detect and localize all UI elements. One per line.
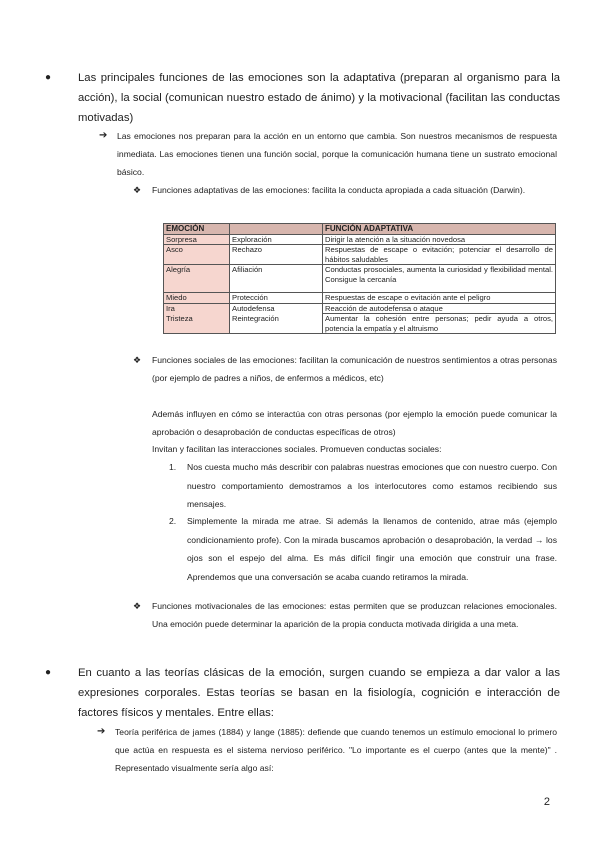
diamond-icon: ❖ xyxy=(133,185,142,195)
function-cell: Autodefensa xyxy=(230,303,323,314)
function-cell: Reintegración xyxy=(230,314,323,334)
diamond-icon: ❖ xyxy=(133,601,142,611)
theories-intro-text: En cuanto a las teorías clásicas de la emoción, surgen cuando se empieza a dar valor a las expresiones corporales. Estas teorías se basan en la fisiología, cognición e interacción de factores físicos y mentales. Entre ellas: xyxy=(78,667,560,719)
diamond-item-adaptive xyxy=(133,181,557,199)
social-text: Funciones sociales de las emociones: facilitan la comunicación de nuestros sentimientos a otras personas (por ejemplo de padres a niños, de enfermos a médicos, etc) xyxy=(152,355,557,383)
diamond-item-social xyxy=(133,351,557,387)
table-row xyxy=(164,234,556,245)
diamond-item-motivational xyxy=(133,597,557,633)
header-function: FUNCIÓN ADAPTATIVA xyxy=(323,224,556,235)
table-row xyxy=(164,303,556,314)
table-row xyxy=(164,314,556,334)
bullet-classical-theories xyxy=(45,663,560,723)
header-emotion: EMOCIÓN xyxy=(164,224,230,235)
function-cell: Exploración xyxy=(230,234,323,245)
preparation-text: Las emociones nos preparan para la acción en un entorno que cambia. Son nuestros mecanismos de respuesta inmediata. Las emociones tienen una función social, porque la comunicación humana tiene un sustrato emocional básico. xyxy=(117,131,557,177)
table-row xyxy=(164,293,556,304)
number-marker: 2. xyxy=(169,516,177,526)
emotion-cell: Sorpresa xyxy=(164,234,230,245)
header-empty xyxy=(230,224,323,235)
description-cell: Respuestas de escape o evitación; potenciar el desarrollo de hábitos saludables xyxy=(323,245,556,265)
description-cell: Dirigir la atención a la situación novedosa xyxy=(323,234,556,245)
arrow-item-preparation xyxy=(99,127,557,181)
peripheral-theory-text: Teoría periférica de james (1884) y lange (1885): defiende que cuando tenemos un estímulo emocional lo primero que actúa en respuesta es el sistema nervioso periférico. "Lo importante es el cuerpo (antes que la mente)" . Representado visualmente sería algo así: xyxy=(115,727,557,773)
description-cell: Aumentar la cohesión entre personas; pedir ayuda a otros, potencia la empatía y el altruismo xyxy=(323,314,556,334)
function-cell: Protección xyxy=(230,293,323,304)
numbered-item-2 xyxy=(169,512,557,586)
table-row xyxy=(164,245,556,265)
influence-paragraph: Además influyen en cómo se interactúa con otras personas (por ejemplo la emoción puede comunicar la aprobación o desaprobación de conductas específicas de otros) xyxy=(152,409,557,437)
numbered-text: Simplemente la mirada me atrae. Si además la llenamos de contenido, atrae más (ejemplo condicionamiento profe). Con la mirada buscamos aprobación o desaprobación, la verdad → los ojos son el espejo del alma. Es más difícil fingir una emoción que construir una frase. Aprendemos que una conversación se acaba cuando retiramos la mirada. xyxy=(187,516,557,582)
bullet-marker: ● xyxy=(45,667,52,678)
number-marker: 1. xyxy=(169,462,177,472)
bullet-marker: ● xyxy=(45,72,52,83)
emotion-function-table xyxy=(163,223,556,334)
description-cell: Respuestas de escape o evitación ante el peligro xyxy=(323,293,556,304)
arrow-icon: ➔ xyxy=(97,726,106,737)
numbered-text: Nos cuesta mucho más describir con palabras nuestras emociones que con nuestro cuerpo. Con nuestro comportamiento demostramos a los interlocutores como estamos recibiendo sus mensajes. xyxy=(187,462,557,509)
emotion-cell: Asco xyxy=(164,245,230,265)
bullet-functions xyxy=(45,68,560,128)
description-cell: Reacción de autodefensa o ataque xyxy=(323,303,556,314)
table-header-row xyxy=(164,224,556,235)
emotion-cell: Tristeza xyxy=(164,314,230,334)
invite-paragraph: Invitan y facilitan las interacciones sociales. Promueven conductas sociales: xyxy=(152,444,442,454)
description-cell: Conductas prosociales, aumenta la curiosidad y flexibilidad mental. Consigue la cercanía xyxy=(323,265,556,293)
arrow-icon: ➔ xyxy=(99,130,108,141)
table-row xyxy=(164,265,556,293)
emotion-cell: Alegría xyxy=(164,265,230,293)
page-number: 2 xyxy=(543,796,550,808)
function-cell: Afiliación xyxy=(230,265,323,293)
motivational-text: Funciones motivacionales de las emociones: estas permiten que se produzcan relaciones emocionales. Una emoción puede determinar la aparición de la propia conducta motivada dirigida a una meta. xyxy=(152,601,557,629)
diamond-icon: ❖ xyxy=(133,355,142,365)
arrow-item-peripheral-theory xyxy=(97,723,557,777)
functions-intro-text: Las principales funciones de las emociones son la adaptativa (preparan al organismo para la acción), la social (comunican nuestro estado de ánimo) y la motivacional (facilitan las conductas motivadas) xyxy=(78,72,560,124)
adaptive-text: Funciones adaptativas de las emociones: facilita la conducta apropiada a cada situación (Darwin). xyxy=(152,185,526,195)
numbered-item-1 xyxy=(169,458,557,514)
emotion-cell: Ira xyxy=(164,303,230,314)
function-cell: Rechazo xyxy=(230,245,323,265)
emotion-cell: Miedo xyxy=(164,293,230,304)
